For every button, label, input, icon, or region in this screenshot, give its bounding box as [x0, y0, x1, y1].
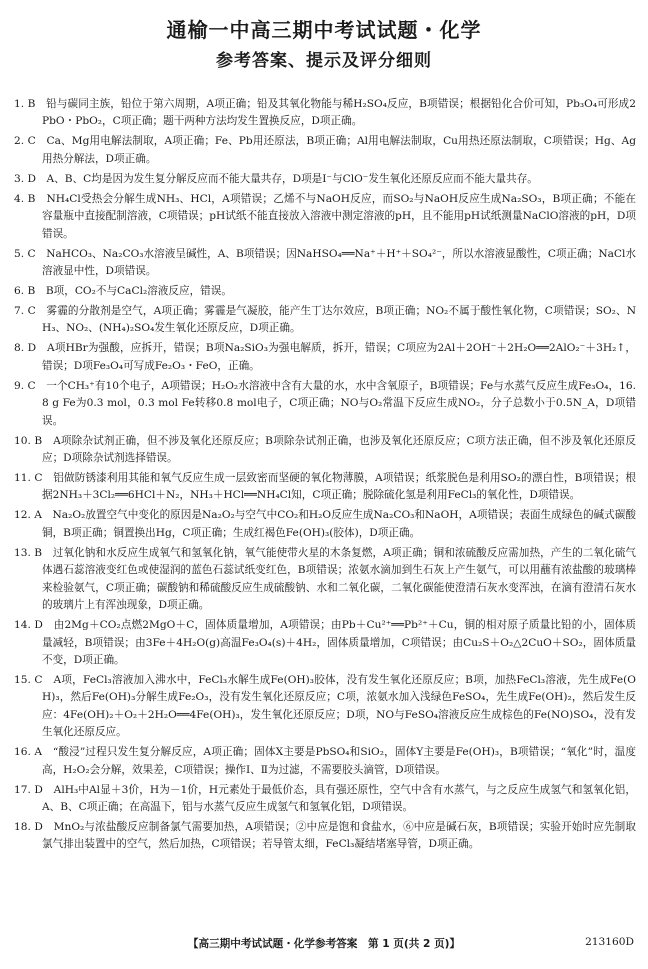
- answer-item-2: 2. C Ca、Mg用电解法制取，A项正确；Fe、Pb用还原法，B项正确；Al用电解法制取，Cu用热还原法制取，C项错误；Hg、Ag用热分解法，D项正确。: [14, 135, 636, 165]
- answer-item-17: 17. D AlH₃中Al显＋3价，H为－1价，H元素处于最低价态，具有强还原性，空气中含有水蒸气，与之反应生成氢气和氢氧化铝，A、B、C项正确；在高温下，铝与水蒸气反应生成氢气和氢氧化铝，D项错误。: [14, 783, 636, 813]
- answer-item-12: 12. A Na₂O₂放置空气中变化的原因是Na₂O₂与空气中CO₂和H₂O反应生成Na₂CO₃和NaOH，A项错误；表面生成绿色的碱式碳酸铜，B项正确；铜置换出Hg，C项正确；生成红褐色Fe(OH)₃(胶体)，D项正确。: [14, 509, 636, 539]
- answer-item-13: 13. B 过氧化钠和水反应生成氧气和氢氧化钠，氧气能使带火星的木条复燃，A项正确；铜和浓硫酸反应需加热，产生的二氧化硫气体遇石蕊溶液变红色或使湿润的蓝色石蕊试纸变红色，B项错误；浓氨水滴加到生石灰上产生氨气，可以用蘸有浓盐酸的玻璃棒来检验氨气，C项正确；碳酸钠和稀硫酸反应生成硫酸钠、水和二氧化碳，二氧化碳能使澄清石灰水变浑浊，在滴有澄清石灰水的玻璃片上有浑浊现象，D项正确。: [14, 546, 636, 612]
- answer-item-5: 5. C NaHCO₃、Na₂CO₃水溶液呈碱性，A、B项错误；因NaHSO₄══Na⁺＋H⁺＋SO₄²⁻，所以水溶液显酸性，C项正确；NaCl水溶液显中性，D项错误。: [14, 247, 636, 278]
- page-footer: [0, 936, 648, 954]
- answer-item-18: 18. D MnO₂与浓盐酸反应制备氯气需要加热，A项错误；②中应是饱和食盐水，⑥中应是碱石灰，B项错误；实验开始时应先制取氯气排出装置中的空气，然后加热，C项错误；若导管太细，FeCl₃凝结堵塞导管，D项正确。: [14, 820, 636, 851]
- answer-item-8: 8. D A项HBr为强酸，应拆开，错误；B项Na₂SiO₃为强电解质，拆开，错误；C项应为2Al＋2OH⁻＋2H₂O══2AlO₂⁻＋3H₂↑，错误；D项Fe₃O₄可写成Fe₂O₃・FeO，正确。: [14, 342, 636, 372]
- answer-item-14: 14. D 由2Mg＋CO₂点燃2MgO＋C，固体质量增加，A项错误；由Pb＋Cu²⁺══Pb²⁺＋Cu，铜的相对原子质量比铅的小，固体质量减轻，B项错误；由3Fe＋4H₂O(g)高温Fe₃O₄(s)＋4H₂，固体质量增加，C项错误；由Cu₂S＋O₂△2CuO＋SO₂，固体质量不变，D项正确。: [14, 619, 636, 666]
- answer-item-10: 10. B A项除杂试剂正确，但不涉及氧化还原反应；B项除杂试剂正确，也涉及氧化还原反应；C项方法正确，但不涉及氧化还原反应；D项除杂试剂选择错误。: [14, 434, 636, 465]
- footer-page-info: 【高三期中考试试题・化学参考答案 第 1 页(共 2 页)】: [187, 938, 461, 950]
- answer-list: [14, 96, 636, 856]
- footer-doc-code: 213160D: [585, 936, 634, 948]
- answer-item-6: 6. B B项，CO₂不与CaCl₂溶液反应，错误。: [14, 285, 232, 298]
- answer-item-9: 9. C 一个CH₃⁺有10个电子，A项错误；H₂O₂水溶液中含有大量的水，水中含氧原子，B项错误；Fe与水蒸气反应生成Fe₃O₄，16.8 g Fe为0.3 mol，0.3 mol Fe转移0.8 mol电子，C项正确；NO与O₂常温下反应生成NO₂，分子总数小于0.5N_A，D项错误。: [14, 379, 636, 427]
- page-subtitle: 参考答案、提示及评分细则: [216, 51, 432, 71]
- answer-item-16: 16. A “酸浸”过程只发生复分解反应，A项正确；固体X主要是PbSO₄和SiO₂，固体Y主要是Fe(OH)₃，B项错误；“氧化”时，温度高，H₂O₂会分解，效果差，C项错误；操作Ⅰ、Ⅱ为过滤，不需要胶头滴管，D项错误。: [14, 746, 636, 776]
- answer-item-3: 3. D A、B、C均是因为发生复分解反应而不能大量共存，D项是I⁻与ClO⁻发生氧化还原反应而不能大量共存。: [14, 172, 538, 185]
- answer-item-1: 1. B 铅与碳同主族，铅位于第六周期，A项正确；铅及其氧化物能与稀H₂SO₄反应，B项错误；根据铅化合价可知，Pb₃O₄可形成2PbO・PbO₂，C项正确；题干两种方法均发生置换反应，D项正确。: [14, 98, 636, 128]
- answer-item-11: 11. C 铝做防锈漆利用其能和氧气反应生成一层致密而坚硬的氧化物薄膜，A项错误；纸浆脱色是利用SO₂的漂白性，B项错误；根据2NH₃＋3Cl₂══6HCl＋N₂，NH₃＋HCl══NH₄Cl知，C项正确；脱除硫化氢是利用FeCl₃的氧化性，D项错误。: [14, 472, 636, 502]
- answer-item-7: 7. C 雾霾的分散剂是空气，A项正确；雾霾是气凝胶，能产生丁达尔效应，B项正确；NO₂不属于酸性氧化物，C项错误；SO₂、NH₃、NO₂、(NH₄)₂SO₄发生氧化还原反应，D项正确。: [14, 305, 636, 335]
- answer-item-4: 4. B NH₄Cl受热会分解生成NH₃、HCl，A项错误；乙烯不与NaOH反应，而SO₂与NaOH反应生成Na₂SO₃，B项正确；不能在容量瓶中直接配制溶液，C项错误；pH试纸不能直接放入溶液中测定溶液的pH，且不能用pH试纸测量NaClO溶液的pH，D项错误。: [14, 192, 636, 240]
- page-title: 通榆一中高三期中考试试题・化学: [166, 18, 482, 42]
- answer-item-15: 15. C A项，FeCl₃溶液加入沸水中，FeCl₃水解生成Fe(OH)₃胶体，没有发生氧化还原反应；B项，加热FeCl₃溶液，先生成Fe(OH)₃，然后Fe(OH)₃分解生成Fe₂O₃，没有发生氧化还原反应；C项，浓氨水加入浅绿色FeSO₄，先生成Fe(OH)₂，然后发生反应：4Fe(OH)₂＋O₂＋2H₂O══4Fe(OH)₃，发生氧化还原反应；D项，NO与FeSO₄溶液反应生成棕色的Fe(NO)SO₄，没有发生氧化还原反应。: [14, 673, 636, 739]
